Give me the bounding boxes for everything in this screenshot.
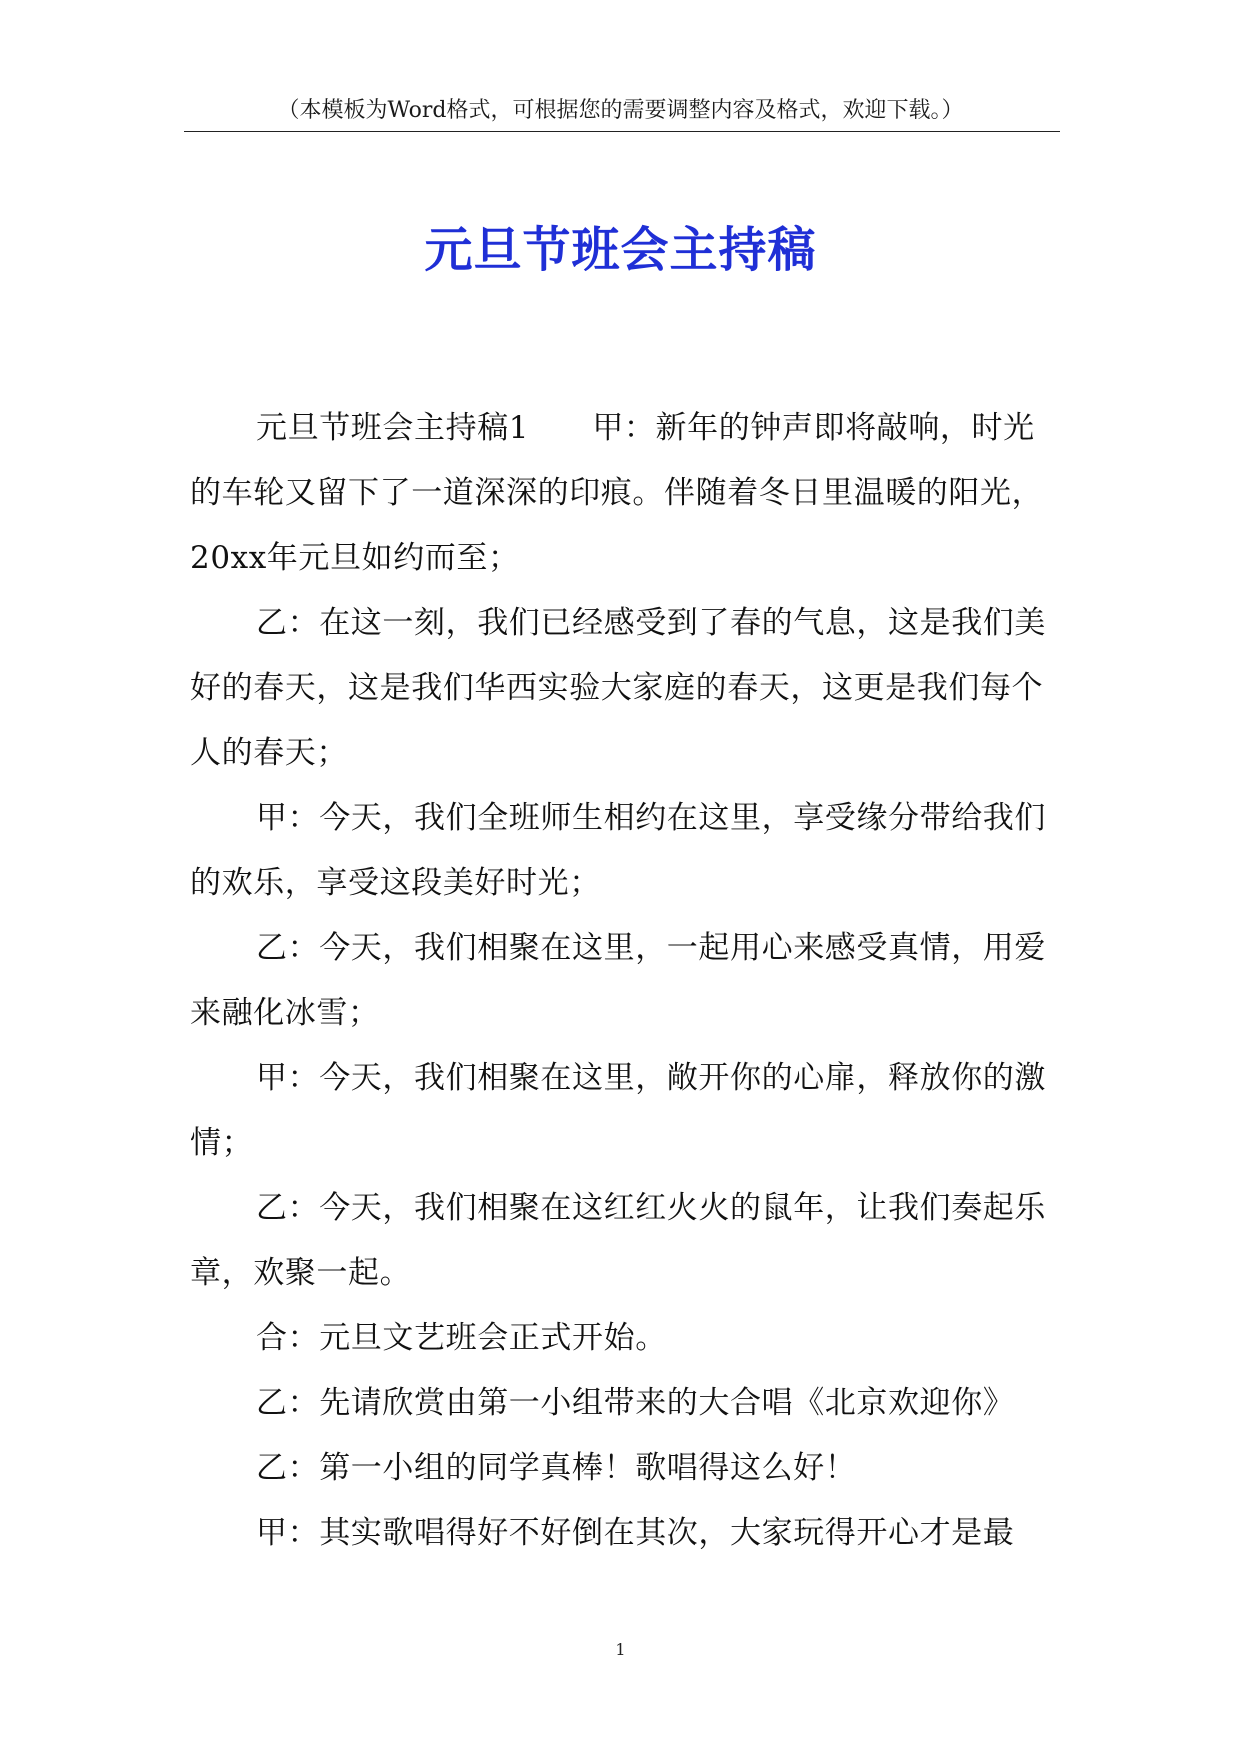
paragraph: 甲：其实歌唱得好不好倒在其次，大家玩得开心才是最: [256, 1515, 1015, 1551]
paragraph: 元旦节班会主持稿1 甲：新年的钟声即将敲响，时光的车轮又留下了一道深深的印痕。伴随着冬日里温暖的阳光，20xx年元旦如约而至；: [190, 410, 1044, 576]
document-title: 元旦节班会主持稿: [424, 222, 817, 278]
page-number: 1: [615, 1640, 626, 1659]
paragraph: 合：元旦文艺班会正式开始。: [256, 1320, 667, 1356]
paragraph: 乙：今天，我们相聚在这里，一起用心来感受真情，用爱来融化冰雪；: [190, 930, 1046, 1031]
paragraph: 甲：今天，我们全班师生相约在这里，享受缘分带给我们的欢乐，享受这段美好时光；: [190, 800, 1046, 901]
header-divider: [184, 131, 1060, 132]
document-body: [190, 396, 1052, 1566]
paragraph: 乙：先请欣赏由第一小组带来的大合唱《北京欢迎你》: [256, 1385, 1015, 1421]
paragraph: 甲：今天，我们相聚在这里，敞开你的心扉，释放你的激情；: [190, 1060, 1046, 1161]
paragraph: 乙：第一小组的同学真棒！歌唱得这么好！: [256, 1450, 857, 1486]
paragraph: 乙：今天，我们相聚在这红红火火的鼠年，让我们奏起乐章，欢聚一起。: [190, 1190, 1046, 1291]
paragraph: 乙：在这一刻，我们已经感受到了春的气息，这是我们美好的春天，这是我们华西实验大家庭的春天，这更是我们每个人的春天；: [190, 605, 1046, 771]
header-note: （本模板为Word格式，可根据您的需要调整内容及格式，欢迎下载。）: [277, 98, 964, 123]
